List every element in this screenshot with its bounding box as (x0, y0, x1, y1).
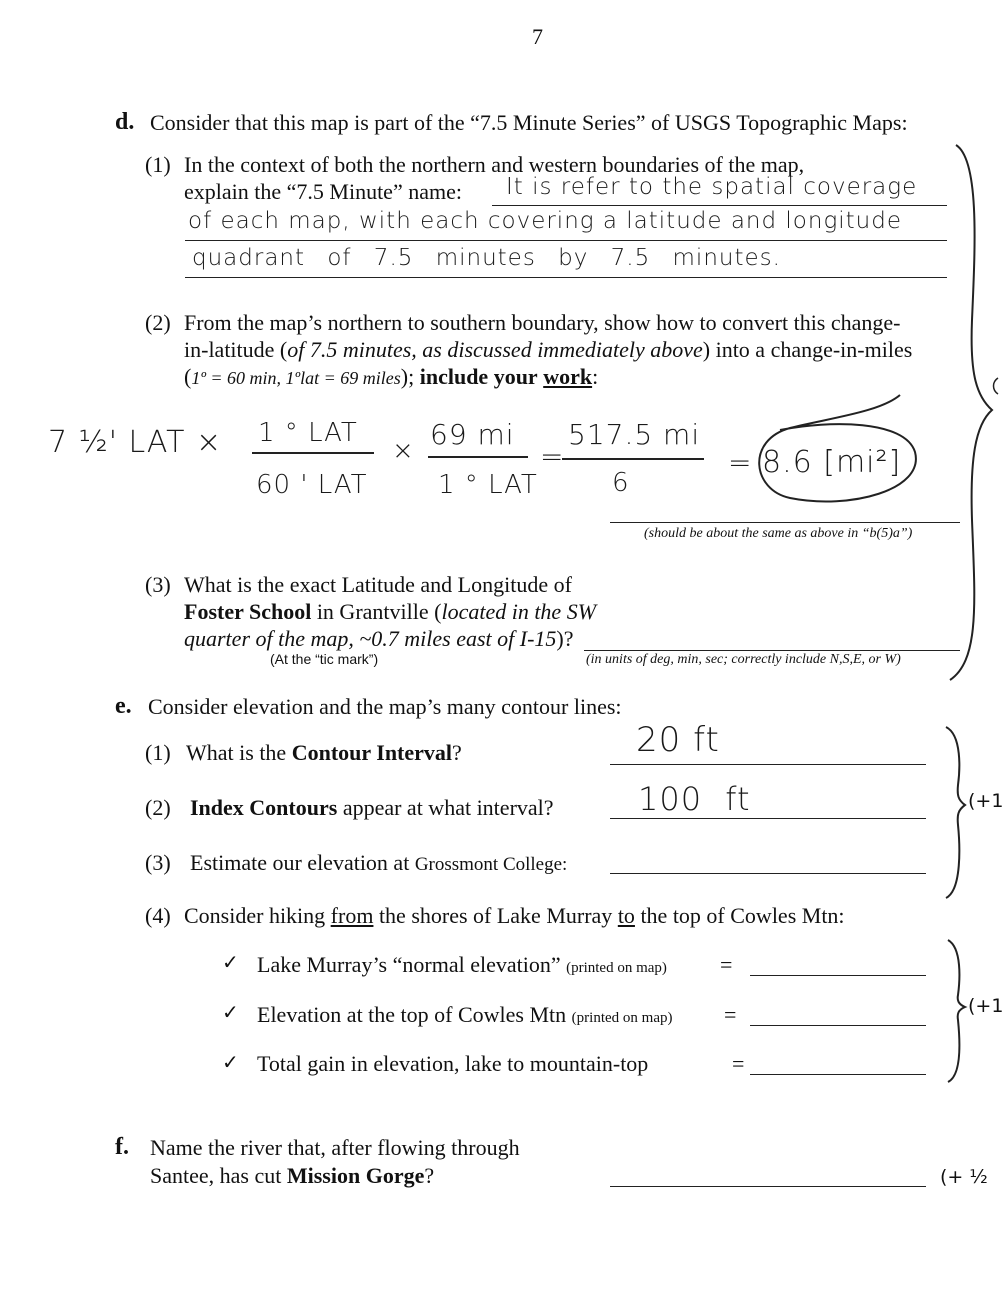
e4-number: (4) (145, 903, 171, 928)
e1-number: (1) (145, 740, 171, 765)
section-f-letter: f. (115, 1134, 129, 1160)
d3-text-line3: quarter of the map, ~0.7 miles east of I-15)? (184, 626, 574, 651)
d2-answer-rule (610, 522, 960, 523)
e4-text: Consider hiking from the shores of Lake Murray to the top of Cowles Mtn: (184, 903, 845, 928)
e3-number: (3) (145, 850, 171, 875)
e4-item3-label: Total gain in elevation, lake to mountain-top (257, 1051, 649, 1076)
e2-answer-rule (610, 818, 926, 819)
e4-item3-check-icon: ✓ (222, 1050, 239, 1074)
d1-answer-line1: It is refer to the spatial coverage (506, 174, 918, 200)
d1-number: (1) (145, 152, 171, 177)
d1-answer-line3: quadrant of 7.5 minutes by 7.5 minutes. (192, 245, 781, 271)
d3-tic-note: (At the “tic mark”) (270, 651, 379, 667)
e4-item2-equals: = (724, 1002, 737, 1027)
section-e-letter: e. (115, 693, 132, 719)
d1-answer-rule3 (185, 277, 947, 278)
f-answer-rule (610, 1186, 926, 1187)
d1-text-line2: explain the “7.5 Minute” name: (184, 179, 462, 204)
d3-units-note: (in units of deg, min, sec; correctly include N,S,E, or W) (586, 652, 901, 667)
work-equals-2: = (728, 446, 753, 479)
d1-answer-rule1 (492, 205, 947, 206)
e-upper-points: (+1 (968, 790, 1003, 812)
d3-number: (3) (145, 572, 171, 597)
work-frac3-bar (562, 458, 704, 460)
e4-item2-label: Elevation at the top of Cowles Mtn (printed on map) (257, 1002, 673, 1027)
d1-answer-line2: of each map, with each covering a latitude and longitude (188, 208, 902, 234)
section-e-intro: Consider elevation and the map’s many contour lines: (148, 694, 622, 719)
d2-text-line1: From the map’s northern to southern boundary, show how to convert this change- (184, 310, 901, 335)
e3-answer-rule (610, 873, 926, 874)
section-d-intro: Consider that this map is part of the “7.5 Minute Series” of USGS Topographic Maps: (150, 110, 908, 135)
e4-item2-check-icon: ✓ (222, 1000, 239, 1024)
work-frac1-denominator: 60 ' LAT (256, 470, 368, 500)
work-start: 7 ½' LAT × (48, 425, 223, 460)
page-number: 7 (532, 24, 543, 49)
d3-text-line1: What is the exact Latitude and Longitude of (184, 572, 572, 597)
e1-answer: 20 ft (636, 720, 720, 760)
work-frac2-denominator: 1 ° LAT (438, 470, 538, 500)
e4-item1-equals: = (720, 952, 733, 977)
e4-item1-rule (750, 975, 926, 976)
work-frac2-numerator: 69 mi (430, 418, 515, 451)
section-d-letter: d. (115, 109, 135, 135)
f-text-line2: Santee, has cut Mission Gorge? (150, 1163, 435, 1188)
d2-text-line2: in-latitude (of 7.5 minutes, as discussed immediately above) into a change-in-miles (184, 337, 913, 362)
f-points: (+ ½ (940, 1166, 988, 1188)
work-frac1-bar (252, 452, 374, 454)
d3-answer-rule (584, 650, 960, 651)
work-result: 8.6 [mi²] (762, 445, 902, 480)
work-frac3-numerator: 517.5 mi (568, 418, 701, 451)
work-frac3-denominator: 6 (612, 468, 630, 498)
work-equals-1: = (540, 440, 565, 473)
d2-text-line3: (1º = 60 min, 1ºlat = 69 miles); include your work: (184, 364, 599, 389)
e2-answer: 100 ft (638, 780, 751, 818)
f-text-line1: Name the river that, after flowing through (150, 1135, 520, 1160)
work-times: × (392, 436, 415, 466)
e-lower-points: (+1 (968, 995, 1003, 1017)
e4-item2-rule (750, 1025, 926, 1026)
d1-answer-rule2 (185, 240, 947, 241)
e2-text: Index Contours appear at what interval? (190, 795, 554, 820)
d2-number: (2) (145, 310, 171, 335)
work-frac2-bar (428, 456, 528, 458)
e4-item3-equals: = (732, 1051, 745, 1076)
e1-text: What is the Contour Interval? (186, 740, 462, 765)
work-frac1-numerator: 1 ° LAT (258, 418, 358, 448)
d2-note: (should be about the same as above in “b(5)a”) (644, 526, 913, 541)
e4-item1-check-icon: ✓ (222, 950, 239, 974)
e4-item3-rule (750, 1074, 926, 1075)
e2-number: (2) (145, 795, 171, 820)
e4-item1-label: Lake Murray’s “normal elevation” (printed on map) (257, 952, 667, 977)
e1-answer-rule (610, 764, 926, 765)
e3-text: Estimate our elevation at Grossmont College: (190, 850, 568, 875)
d1-text-line1: In the context of both the northern and western boundaries of the map, (184, 152, 805, 177)
d3-text-line2: Foster School in Grantville (located in the SW (184, 599, 597, 624)
